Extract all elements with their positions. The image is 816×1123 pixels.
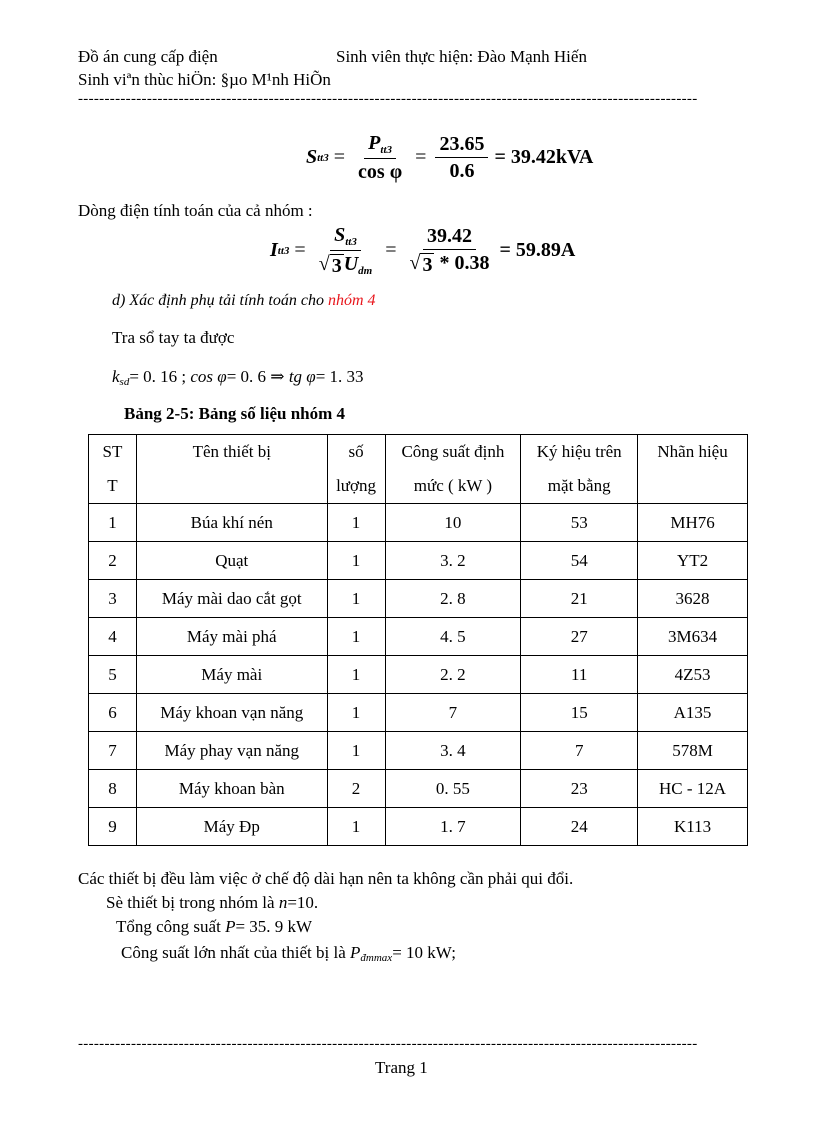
note-line-1: Các thiết bị đều làm việc ở chế độ dài hạn nên ta không cần phải qui đổi. <box>78 869 574 888</box>
table-cell: 54 <box>521 542 638 580</box>
table-cell: K113 <box>638 808 748 846</box>
table-cell: 3628 <box>638 580 748 618</box>
formula2-result: = 59.89A <box>499 239 576 262</box>
table-cell: 6 <box>89 694 137 732</box>
formula1-lhs: S <box>306 146 318 169</box>
equipment-table <box>88 434 748 846</box>
table-row <box>89 542 748 580</box>
table-cell: 1 <box>327 656 385 694</box>
table-cell: 1 <box>327 694 385 732</box>
table-row <box>89 808 748 846</box>
table-cell: Máy khoan bàn <box>136 770 327 808</box>
table-row <box>89 694 748 732</box>
table-cell: 2. 2 <box>385 656 521 694</box>
table-header-text: mức ( kW ) <box>413 476 493 495</box>
table-cell: 21 <box>521 580 638 618</box>
table-cell: 11 <box>521 656 638 694</box>
lookup-line: Tra sổ tay ta được <box>112 328 235 347</box>
note-line-2: Sè thiết bị trong nhóm là n=10. <box>106 893 319 912</box>
table-caption: Bảng 2-5: Bảng số liệu nhóm 4 <box>124 404 346 423</box>
table-cell: YT2 <box>638 542 748 580</box>
table-cell: 1 <box>327 808 385 846</box>
table-cell: Máy phay vạn năng <box>136 732 327 770</box>
table-cell: 1. 7 <box>385 808 521 846</box>
table-cell: 10 <box>385 504 521 542</box>
table-cell: 24 <box>521 808 638 846</box>
table-cell: 1 <box>327 542 385 580</box>
table-cell: 2 <box>327 770 385 808</box>
formula2-symbolic-fraction: $S_{tt3}$ √ 3 $U_{dm}$ <box>318 224 373 278</box>
table-cell: 2. 8 <box>385 580 521 618</box>
table-cell: MH76 <box>638 504 748 542</box>
table-cell: 578M <box>638 732 748 770</box>
table-header-text: T <box>107 476 118 495</box>
table-header-text: số <box>348 442 364 461</box>
table-header-cell <box>521 435 638 504</box>
table-cell: 3 <box>89 580 137 618</box>
table-header-cell <box>89 435 137 504</box>
table-cell: 4. 5 <box>385 618 521 656</box>
header-right-title: Sinh viên thực hiện: Đào Mạnh Hiến <box>336 47 587 66</box>
table-cell: 0. 55 <box>385 770 521 808</box>
header-left-title: Đồ án cung cấp điện <box>78 47 218 66</box>
formula-current: I tt3 = $S_{tt3}$ √ 3 $U_{dm}$ = 39.42 √ 3 * 0.38 = 59.89A <box>270 224 576 278</box>
table-cell: Máy mài phá <box>136 618 327 656</box>
coefficients-line: ksd= 0. 16 ; cos φ= 0. 6 ⇒ tg φ= 1. 33 <box>112 367 364 388</box>
table-cell: 7 <box>385 694 521 732</box>
table-cell: 8 <box>89 770 137 808</box>
section-d-highlight: nhóm 4 <box>327 292 376 309</box>
formula2-lhs: I <box>270 239 278 262</box>
table-cell: Máy mài dao cắt gọt <box>136 580 327 618</box>
table-header-text: Nhãn hiệu <box>657 442 728 461</box>
footer-divider: --------------------------------------------------------------------------------------------------------------------- <box>78 1036 698 1052</box>
table-header-text: Công suất định <box>401 442 505 461</box>
table-cell: 9 <box>89 808 137 846</box>
note-line-4: Công suất lớn nhất của thiết bị là Pđmmax= 10 kW; <box>121 943 456 964</box>
table-header-text: ST <box>102 442 123 461</box>
table-cell: Máy Đp <box>136 808 327 846</box>
table-cell: A135 <box>638 694 748 732</box>
table-row <box>89 770 748 808</box>
header-garbled-line: Sinh viªn thùc hiÖn: §µo M¹nh HiÕn <box>78 70 331 89</box>
table-cell: 5 <box>89 656 137 694</box>
table-cell: 4Z53 <box>638 656 748 694</box>
table-row <box>89 618 748 656</box>
table-cell: 23 <box>521 770 638 808</box>
table-cell: 1 <box>327 732 385 770</box>
table-header-cell <box>638 435 748 504</box>
table-cell: 53 <box>521 504 638 542</box>
table-row <box>89 732 748 770</box>
table-row <box>89 656 748 694</box>
table-cell: 2 <box>89 542 137 580</box>
formula-apparent-power: S tt3 = $\frac{P_{tt3}}{\text{cos φ}}$ = $\frac{23.65}{0.6}$ = 39.42kVA <box>306 132 594 184</box>
table-header-text: lượng <box>336 476 377 495</box>
table-header-cell <box>327 435 385 504</box>
table-cell: 1 <box>327 504 385 542</box>
table-header-cell <box>385 435 521 504</box>
current-intro: Dòng điện tính toán của cả nhóm : <box>78 201 313 220</box>
table-header-cell <box>136 435 327 504</box>
table-cell: Máy khoan vạn năng <box>136 694 327 732</box>
table-cell: 3M634 <box>638 618 748 656</box>
table-cell: Quạt <box>136 542 327 580</box>
header-divider: --------------------------------------------------------------------------------------------------------------------- <box>78 91 698 107</box>
table-cell: 1 <box>327 618 385 656</box>
formula1-result: = 39.42kVA <box>494 146 594 169</box>
table-cell: 4 <box>89 618 137 656</box>
table-cell: Máy mài <box>136 656 327 694</box>
table-cell: 7 <box>89 732 137 770</box>
table-cell: 3. 4 <box>385 732 521 770</box>
table-header-text: mặt bằng <box>547 476 611 495</box>
formula1-numeric-fraction: $\frac{23.65}{0.6}$ <box>435 133 488 182</box>
table-cell: 1 <box>89 504 137 542</box>
section-d-heading: d) Xác định phụ tải tính toán cho nhóm 4 <box>112 292 376 309</box>
table-row <box>89 504 748 542</box>
formula1-symbolic-fraction: $\frac{P_{tt3}}{\text{cos φ}}$ <box>358 132 403 184</box>
page-number: Trang 1 <box>375 1058 428 1077</box>
table-cell: 27 <box>521 618 638 656</box>
table-header-row <box>89 435 748 504</box>
table-cell: 7 <box>521 732 638 770</box>
table-cell: 3. 2 <box>385 542 521 580</box>
table-header-text: Tên thiết bị <box>192 442 271 461</box>
table-cell: Búa khí nén <box>136 504 327 542</box>
table-row <box>89 580 748 618</box>
table-cell: HC - 12A <box>638 770 748 808</box>
formula2-numeric-fraction: 39.42 √ 3 * 0.38 <box>409 225 490 277</box>
table-cell: 1 <box>327 580 385 618</box>
table-cell: 15 <box>521 694 638 732</box>
note-line-3: Tổng công suất P= 35. 9 kW <box>116 917 313 936</box>
table-header-text: Ký hiệu trên <box>536 442 622 461</box>
